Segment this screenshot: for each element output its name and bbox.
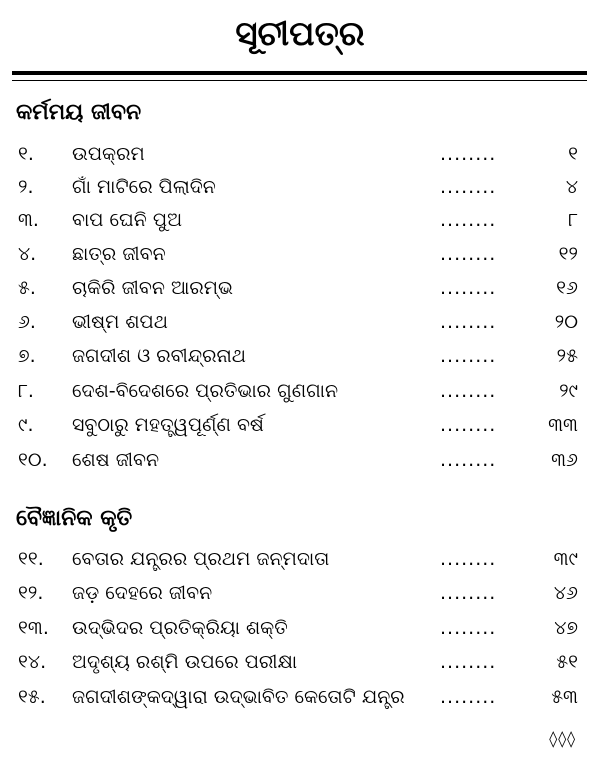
toc-entry-title: ଉପକ୍ରମ: [72, 143, 145, 165]
toc-page: ୮: [568, 209, 578, 231]
toc-number: ୨.: [18, 176, 34, 198]
toc-row: [0, 686, 600, 716]
toc-dots: ........: [440, 143, 497, 165]
toc-dots: ........: [440, 345, 497, 367]
toc-entry-title: ଚାକିରି ଜୀବନ ଆରମ୍ଭ: [72, 277, 233, 299]
toc-number: ୧୦.: [18, 449, 48, 471]
toc-row: [0, 380, 600, 410]
section-heading: କର୍ମମୟ ଜୀବନ: [16, 100, 142, 125]
toc-page: ୨୯: [559, 380, 578, 402]
toc-row: [0, 449, 600, 479]
toc-number: ୧୩.: [18, 617, 49, 639]
toc-page: ୩୬: [551, 449, 578, 471]
toc-entry-title: ଶେଷ ଜୀବନ: [72, 449, 160, 471]
toc-number: ୩.: [18, 209, 39, 231]
toc-page: ୧: [568, 143, 578, 165]
toc-row: [0, 277, 600, 307]
toc-number: ୬.: [18, 311, 36, 333]
toc-entry-title: ଭୀଷ୍ମ ଶପଥ: [72, 311, 168, 333]
toc-page: ୪୬: [553, 582, 578, 604]
toc-number: ୧.: [18, 143, 34, 165]
toc-row: [0, 243, 600, 273]
toc-page: ୩୩: [548, 414, 578, 436]
toc-row: [0, 548, 600, 578]
toc-page: ୫୩: [551, 686, 578, 708]
toc-entry-title: ବେତାର ଯନ୍ତ୍ରର ପ୍ରଥମ ଜନ୍ମଦାତା: [72, 548, 330, 570]
toc-number: ୮.: [18, 380, 34, 402]
toc-page: ୨୫: [556, 345, 578, 367]
toc-dots: ........: [440, 311, 497, 333]
toc-dots: ........: [440, 617, 497, 639]
toc-title: ସୂଚୀପତ୍ର: [235, 14, 365, 54]
toc-dots: ........: [440, 209, 497, 231]
toc-page: ୩୯: [553, 548, 578, 570]
toc-entry-title: ଜଗଦୀଶ ଓ ରବୀନ୍ଦ୍ରନାଥ: [72, 345, 246, 367]
toc-number: ୧୨.: [18, 582, 44, 604]
toc-row: [0, 651, 600, 681]
toc-dots: ........: [440, 548, 497, 570]
toc-number: ୫.: [18, 277, 36, 299]
toc-row: [0, 617, 600, 647]
toc-dots: ........: [440, 243, 497, 265]
end-ornament: ◊◊◊: [549, 729, 576, 748]
toc-number: ୪.: [18, 243, 37, 265]
toc-row: [0, 311, 600, 341]
toc-row: [0, 176, 600, 206]
toc-number: ୧୧.: [18, 548, 44, 570]
toc-number: ୯.: [18, 414, 34, 436]
toc-entry-title: ସବୁଠାରୁ ମହତ୍ତ୍ୱପୂର୍ଣ୍ଣ ବର୍ଷ: [72, 414, 264, 436]
toc-page: ୫୧: [556, 651, 578, 673]
toc-page: ୪: [565, 176, 578, 198]
toc-number: ୧୪.: [18, 651, 47, 673]
toc-dots: ........: [440, 651, 497, 673]
toc-entry-title: ଜଡ଼ ଦେହରେ ଜୀବନ: [72, 582, 213, 604]
toc-number: ୧୫.: [18, 686, 46, 708]
toc-dots: ........: [440, 582, 497, 604]
title-rule-thin: [12, 80, 587, 81]
toc-entry-title: ଜଗଦୀଶଙ୍କଦ୍ୱାରା ଉଦ୍ଭାବିତ କେତୋଟି ଯନ୍ତ୍ର: [72, 686, 405, 708]
title-rule-thick: [12, 71, 587, 75]
toc-row: [0, 414, 600, 444]
toc-row: [0, 209, 600, 239]
toc-dots: ........: [440, 277, 497, 299]
toc-dots: ........: [440, 686, 497, 708]
toc-entry-title: ଅଦୃଶ୍ୟ ରଶ୍ମି ଉପରେ ପରୀକ୍ଷା: [72, 651, 298, 673]
section-heading: ବୈଜ୍ଞାନିକ କୃତି: [16, 506, 133, 531]
toc-row: [0, 582, 600, 612]
toc-entry-title: ଉଦ୍ଭିଦର ପ୍ରତିକ୍ରିୟା ଶକ୍ତି: [72, 617, 288, 639]
toc-page: ୧୬: [556, 277, 578, 299]
toc-entry-title: ଛାତ୍ର ଜୀବନ: [72, 243, 166, 265]
toc-row: [0, 143, 600, 173]
toc-dots: ........: [440, 380, 497, 402]
toc-dots: ........: [440, 449, 497, 471]
toc-page: ୨୦: [554, 311, 578, 333]
toc-dots: ........: [440, 176, 497, 198]
toc-entry-title: ବାପ ଘେନି ପୁଅ: [72, 209, 183, 231]
toc-number: ୭.: [18, 345, 36, 367]
toc-entry-title: ଦେଶ-ବିଦେଶରେ ପ୍ରତିଭାର ଗୁଣଗାନ: [72, 380, 339, 402]
toc-dots: ........: [440, 414, 497, 436]
toc-row: [0, 345, 600, 375]
toc-page: ୪୭: [554, 617, 578, 639]
toc-page: ୧୨: [558, 243, 578, 265]
toc-entry-title: ଗାଁ ମାଟିରେ ପିଲାଦିନ: [72, 176, 216, 198]
